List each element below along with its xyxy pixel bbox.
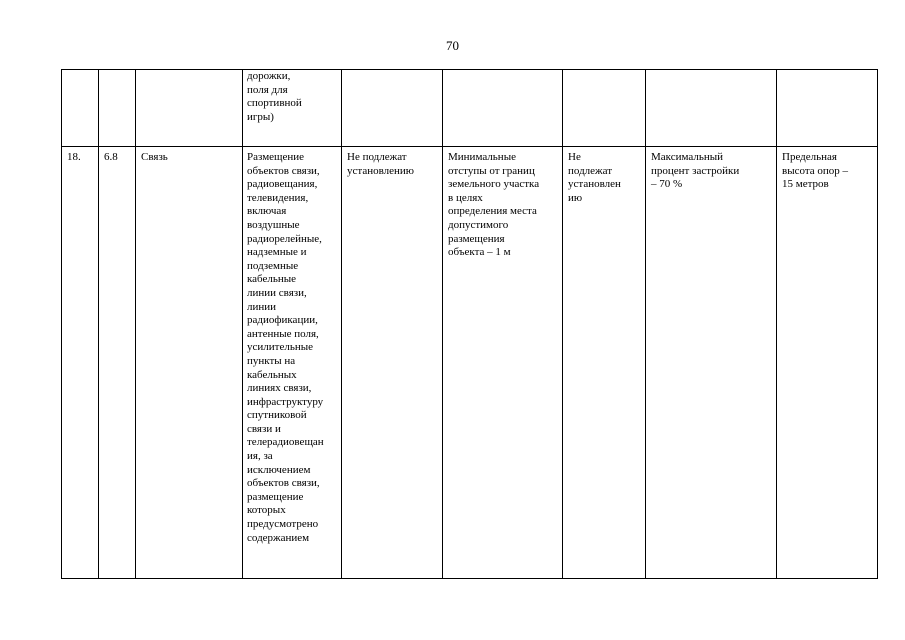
cell-lot-area: Не подлежат установлению xyxy=(342,147,443,579)
cell-use-description: дорожки, поля для спортивной игры) xyxy=(243,70,342,147)
cell-use-description: Размещение объектов связи, радиовещания, телевидения, включая воздушные радиорелейные, надземные и подземные кабельные линии связи, линии радиофикации, антенные поля, усилительные пункты на кабельных линиях связи, инфраструктуру спутниковой связи и телерадиовещан ия, за исключением объектов связи, размещение которых предусмотрено содержанием xyxy=(243,147,342,579)
land-use-table xyxy=(61,69,878,579)
cell-height xyxy=(777,70,878,147)
cell-setbacks xyxy=(443,70,563,147)
cell-coverage: Максимальный процент застройки – 70 % xyxy=(646,147,777,579)
cell-use-name xyxy=(136,70,243,147)
cell-floors: Не подлежат установлен ию xyxy=(563,147,646,579)
cell-number: 18. xyxy=(62,147,99,579)
cell-floors xyxy=(563,70,646,147)
table-row xyxy=(62,70,878,147)
cell-code: 6.8 xyxy=(99,147,136,579)
table-row xyxy=(62,147,878,579)
cell-height: Предельная высота опор – 15 метров xyxy=(777,147,878,579)
cell-code xyxy=(99,70,136,147)
cell-use-name: Связь xyxy=(136,147,243,579)
cell-coverage xyxy=(646,70,777,147)
cell-number xyxy=(62,70,99,147)
cell-setbacks: Минимальные отступы от границ земельного участка в целях определения места допустимого размещения объекта – 1 м xyxy=(443,147,563,579)
cell-lot-area xyxy=(342,70,443,147)
page-number: 70 xyxy=(446,38,459,53)
